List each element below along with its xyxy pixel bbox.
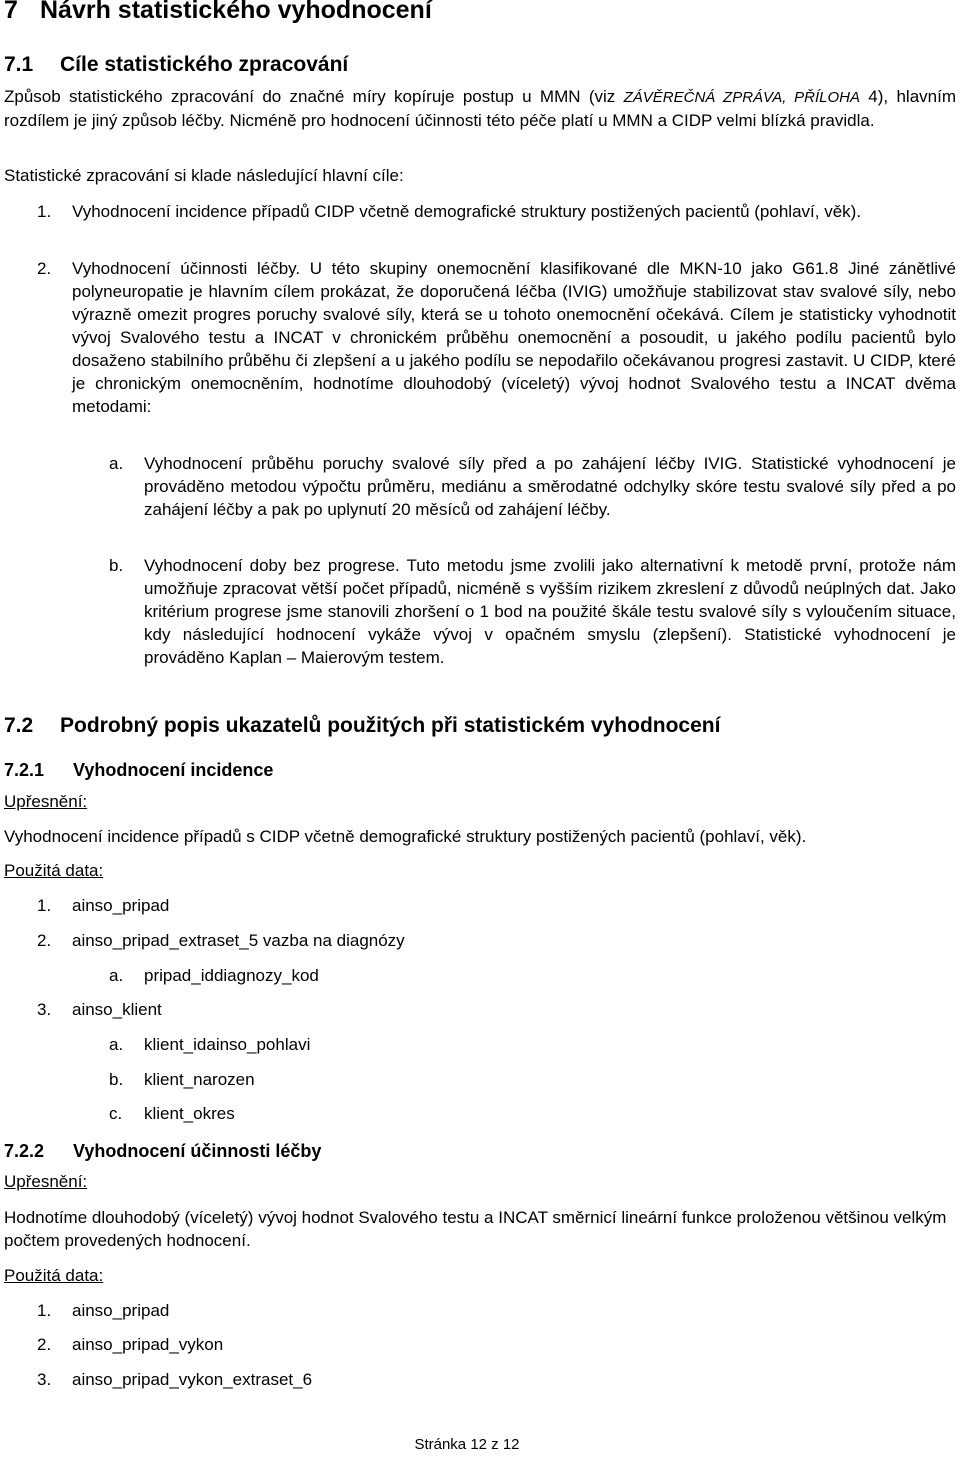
- item-text: klient_okres: [144, 1104, 235, 1123]
- goal-item-2: [37, 257, 956, 442]
- section-heading-7-2: [4, 714, 720, 738]
- goal-number: 1.: [37, 202, 52, 221]
- data-subitem: [109, 1033, 709, 1056]
- method-item-b: [109, 554, 956, 694]
- item-text: ainso_pripad_vykon_extraset_6: [72, 1370, 313, 1389]
- intro-text-a: Způsob statistického zpracování do značné míry kopíruje postup u MMN (viz: [4, 87, 624, 106]
- goals-intro: Statistické zpracování si klade následující hlavní cíle:: [4, 166, 404, 185]
- item-number: 3.: [37, 1000, 52, 1019]
- method-item-a: [109, 452, 956, 544]
- data-item: [37, 894, 637, 917]
- intro-text-b: 4), hlavním rozdílem je jiný způsob léčby. Nicméně pro hodnocení účinnosti této péče platí u MMN a CIDP velmi blízká pravidla.: [4, 87, 956, 130]
- section-number: 7.2: [4, 714, 34, 737]
- subsection-heading-7-2-2: [4, 1141, 321, 1162]
- intro-paragraph: [4, 85, 956, 132]
- section-heading-7-1: [4, 53, 348, 77]
- item-text: ainso_klient: [72, 1000, 162, 1019]
- data-used-label: Použitá data:: [4, 861, 104, 880]
- chapter-number: 7: [4, 0, 18, 24]
- specification-text: Hodnotíme dlouhodobý (víceletý) vývoj hodnot Svalového testu a INCAT směrnicí lineární funkce proloženou většinou velkým počtem provedených hodnocení.: [4, 1208, 947, 1250]
- item-text: ainso_pripad: [72, 896, 170, 915]
- specification-label: Upřesnění:: [4, 1172, 88, 1191]
- subsection-number: 7.2.2: [4, 1141, 45, 1161]
- chapter-title: Návrh statistického vyhodnocení: [40, 0, 432, 24]
- subsection-heading-7-2-1: [4, 760, 273, 781]
- section-number: 7.1: [4, 53, 34, 76]
- goal-text: Vyhodnocení účinnosti léčby. U této skupiny onemocnění klasifikované dle MKN-10 jako G61.8 Jiné zánětlivé polyneuropatie je hlavním cílem prokázat, že doporučená léčba (IVIG) umožňuje stabilizovat stav svalové síly, nebo výrazně omezit progres poruchy svalové síly, která se u tohoto onemocnění očekává. Cílem je statisticky vyhodnotit vývoj Svalového testu a INCAT v chronickém průběhu onemocnění a posoudit, u jakého podílu pacientů bylo dosaženo stabilního průběhu či zlepšení a u jakého podílu se nepodařilo očekávanou progresi zastavit. U CIDP, které je chronickým onemocněním, hodnotíme dlouhodobý (víceletý) vývoj hodnot Svalového testu a INCAT dvěma metodami:: [72, 259, 956, 416]
- data-item: [37, 1368, 637, 1391]
- item-letter: a.: [109, 966, 124, 985]
- subsection-number: 7.2.1: [4, 760, 45, 780]
- item-text: klient_narozen: [144, 1070, 255, 1089]
- item-text: pripad_iddiagnozy_kod: [144, 966, 319, 985]
- item-number: 1.: [37, 896, 52, 915]
- section-title: Podrobný popis ukazatelů použitých při statistickém vyhodnocení: [60, 714, 721, 737]
- item-letter: c.: [109, 1104, 123, 1123]
- goal-item-1: [37, 200, 956, 246]
- data-subitem: [109, 1102, 709, 1125]
- specification-text: Vyhodnocení incidence případů s CIDP včetně demografické struktury postižených pacientů (pohlaví, věk).: [4, 827, 807, 846]
- data-item: [37, 998, 637, 1021]
- item-number: 2.: [37, 931, 52, 950]
- item-text: ainso_pripad: [72, 1301, 170, 1320]
- goal-text: Vyhodnocení incidence případů CIDP včetně demografické struktury postižených pacientů (pohlaví, věk).: [72, 202, 862, 221]
- method-letter: b.: [109, 556, 124, 575]
- subsection-title: Vyhodnocení účinnosti léčby: [73, 1141, 322, 1161]
- chapter-heading: [4, 0, 432, 25]
- item-text: klient_idainso_pohlavi: [144, 1035, 311, 1054]
- item-letter: b.: [109, 1070, 124, 1089]
- report-reference: ZÁVĚREČNÁ ZPRÁVA, PŘÍLOHA: [623, 89, 860, 106]
- data-item: [37, 929, 637, 952]
- section-title: Cíle statistického zpracování: [60, 53, 349, 76]
- data-subitem: [109, 964, 709, 987]
- goal-number: 2.: [37, 259, 52, 278]
- item-text: ainso_pripad_vykon: [72, 1335, 224, 1354]
- subsection-title: Vyhodnocení incidence: [73, 760, 274, 780]
- page-footer: Stránka 12 z 12: [414, 1436, 520, 1453]
- specification-label: Upřesnění:: [4, 792, 88, 811]
- data-used-label: Použitá data:: [4, 1266, 104, 1285]
- method-text: Vyhodnocení doby bez progrese. Tuto metodu jsme zvolili jako alternativní k metodě první, protože nám umožňuje zpracovat větší počet případů, nicméně s vyšším rizikem zkreslení z důvodů neúplných dat. Jako kritérium progrese jsme stanovili zhoršení o 1 bod na použité škále testu svalové síly s vyloučením situace, kdy následující hodnocení vykáže vývoj v opačném smyslu (zlepšení). Statistické vyhodnocení je prováděno Kaplan – Maierovým testem.: [144, 556, 956, 667]
- method-letter: a.: [109, 454, 124, 473]
- data-item: [37, 1299, 637, 1322]
- item-text: ainso_pripad_extraset_5 vazba na diagnózy: [72, 931, 405, 950]
- data-subitem: [109, 1068, 709, 1091]
- item-number: 2.: [37, 1335, 52, 1354]
- item-letter: a.: [109, 1035, 124, 1054]
- data-item: [37, 1333, 637, 1356]
- method-text: Vyhodnocení průběhu poruchy svalové síly před a po zahájení léčby IVIG. Statistické vyhodnocení je prováděno metodou výpočtu průměru, mediánu a směrodatné odchylky skóre testu svalové síly před a po zahájení léčby a pak po uplynutí 20 měsíců od zahájení léčby.: [144, 454, 956, 519]
- item-number: 1.: [37, 1301, 52, 1320]
- item-number: 3.: [37, 1370, 52, 1389]
